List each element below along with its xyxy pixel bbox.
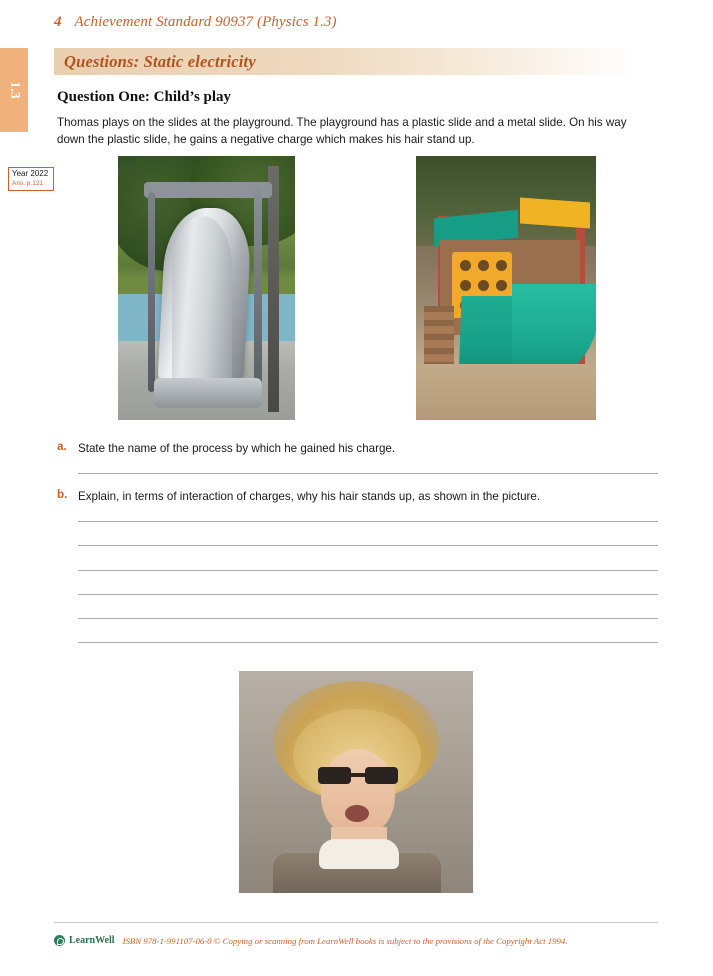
yellow-roof bbox=[520, 198, 590, 229]
slide-rail-left bbox=[148, 192, 155, 392]
answer-reference-label: Ans. p.121 bbox=[12, 180, 44, 187]
year-label: Year 2022 bbox=[12, 169, 49, 178]
glasses-lens-right bbox=[365, 767, 398, 784]
question-heading: Question One: Child’s play bbox=[57, 89, 232, 105]
glasses-bridge bbox=[351, 773, 365, 777]
leaf-logo-icon bbox=[54, 935, 65, 946]
question-part-b-text: Explain, in terms of interaction of charges, why his hair stands up, as shown in the picture. bbox=[78, 490, 541, 503]
static-hair-photo bbox=[239, 671, 473, 893]
page-title: Achievement Standard 90937 (Physics 1.3) bbox=[74, 14, 337, 30]
child-turtleneck-collar bbox=[319, 839, 399, 869]
panel-dot bbox=[460, 280, 471, 291]
panel-dot bbox=[478, 280, 489, 291]
child-face bbox=[321, 749, 395, 835]
page-header bbox=[54, 14, 673, 36]
side-tab-label: 1.3 bbox=[7, 81, 22, 99]
panel-dot bbox=[460, 260, 471, 271]
answer-line[interactable] bbox=[78, 642, 658, 643]
metal-slide-surface bbox=[172, 216, 232, 384]
standard-side-tab bbox=[0, 48, 28, 132]
child-mouth bbox=[345, 805, 369, 822]
panel-dot bbox=[478, 260, 489, 271]
section-banner-title: Questions: Static electricity bbox=[64, 51, 256, 71]
question-intro-text: Thomas plays on the slides at the playground. The playground has a plastic slide and a metal slide. On his way down the plastic slide, he gains a negative charge which makes his hair stand up. bbox=[57, 116, 627, 146]
panel-dot bbox=[496, 280, 507, 291]
answer-line[interactable] bbox=[78, 473, 658, 474]
slide-support-post bbox=[268, 166, 279, 412]
answer-line[interactable] bbox=[78, 594, 658, 595]
answer-line[interactable] bbox=[78, 618, 658, 619]
question-part-a-text: State the name of the process by which he gained his charge. bbox=[78, 442, 396, 455]
panel-dot bbox=[496, 260, 507, 271]
slide-base bbox=[154, 378, 262, 408]
page-number: 4 bbox=[54, 14, 62, 30]
playground-steps bbox=[424, 306, 454, 372]
answer-line[interactable] bbox=[78, 545, 658, 546]
footer-divider bbox=[54, 922, 658, 923]
glasses-lens-left bbox=[318, 767, 351, 784]
slide-top-platform bbox=[144, 182, 272, 198]
ground-surface bbox=[416, 364, 596, 420]
question-part-b-letter: b. bbox=[57, 488, 68, 501]
slide-rail-right bbox=[254, 186, 262, 392]
section-banner bbox=[54, 48, 637, 75]
answer-line[interactable] bbox=[78, 570, 658, 571]
copyright-text: ISBN 978-1-991107-06-0 © Copying or scanning from LearnWell books is subject to the provisions of the Copyright Act 1994. bbox=[122, 935, 568, 946]
plastic-slide-photo bbox=[416, 156, 596, 420]
year-answer-badge bbox=[8, 167, 54, 191]
metal-slide-photo bbox=[118, 156, 295, 420]
page-footer bbox=[54, 935, 673, 946]
glasses-icon bbox=[318, 767, 398, 784]
brand-name: LearnWell bbox=[69, 935, 115, 946]
answer-line[interactable] bbox=[78, 521, 658, 522]
question-part-a-letter: a. bbox=[57, 440, 67, 453]
